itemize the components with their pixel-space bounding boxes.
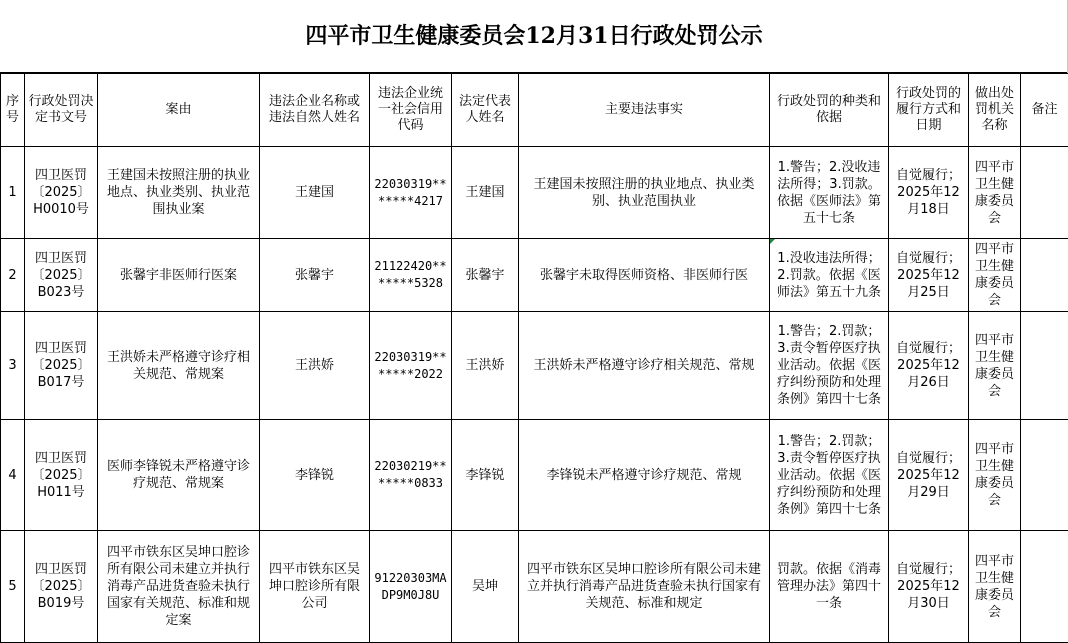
cell-execution[interactable]: 自觉履行；2025年12月25日	[889, 239, 969, 312]
cell-facts[interactable]: 王建国未按照注册的执业地点、执业类别、执业范围执业	[519, 147, 770, 239]
cell-name[interactable]: 王洪娇	[260, 312, 370, 420]
table-row	[1, 147, 1068, 239]
cell-note[interactable]	[1021, 312, 1068, 420]
cell-credit-code[interactable]: 22030219*******0833	[370, 420, 452, 531]
cell-case[interactable]: 四平市铁东区吴坤口腔诊所有限公司未建立并执行消毒产品进货查验未执行国家有关规范、标准和规定案	[98, 531, 260, 643]
cell-note[interactable]	[1021, 531, 1068, 643]
cell-credit-code[interactable]: 22030319*******4217	[370, 147, 452, 239]
cell-facts[interactable]: 王洪娇未严格遵守诊疗相关规范、常规	[519, 312, 770, 420]
header-row	[1, 74, 1068, 147]
cell-facts[interactable]: 李锋锐未严格遵守诊疗规范、常规	[519, 420, 770, 531]
header-execution[interactable]: 行政处罚的履行方式和日期	[889, 74, 969, 147]
cell-authority[interactable]: 四平市卫生健康委员会	[969, 239, 1021, 312]
header-name[interactable]: 违法企业名称或违法自然人姓名	[260, 74, 370, 147]
header-legal-rep[interactable]: 法定代表人姓名	[452, 74, 519, 147]
cell-decision-no[interactable]: 四卫医罚〔2025〕B017号	[25, 312, 98, 420]
cell-legal-rep[interactable]: 王洪娇	[452, 312, 519, 420]
cell-seq[interactable]: 5	[1, 531, 25, 643]
cell-seq[interactable]: 3	[1, 312, 25, 420]
cell-execution[interactable]: 自觉履行；2025年12月29日	[889, 420, 969, 531]
header-seq[interactable]: 序号	[1, 74, 25, 147]
cell-authority[interactable]: 四平市卫生健康委员会	[969, 147, 1021, 239]
cell-note[interactable]	[1021, 420, 1068, 531]
cell-penalty[interactable]: 1.警告；2.罚款；3.责令暂停医疗执业活动。依据《医疗纠纷预防和处理条例》第四十七条	[770, 420, 889, 531]
penalty-table	[0, 73, 1068, 643]
cell-name[interactable]: 张馨宇	[260, 239, 370, 312]
cell-name[interactable]: 王建国	[260, 147, 370, 239]
header-note[interactable]: 备注	[1021, 74, 1068, 147]
cell-name[interactable]: 四平市铁东区吴坤口腔诊所有限公司	[260, 531, 370, 643]
cell-seq[interactable]: 2	[1, 239, 25, 312]
cell-note[interactable]	[1021, 147, 1068, 239]
cell-authority[interactable]: 四平市卫生健康委员会	[969, 312, 1021, 420]
cell-facts[interactable]: 四平市铁东区吴坤口腔诊所有限公司未建立并执行消毒产品进货查验未执行国家有关规范、标准和规定	[519, 531, 770, 643]
cell-legal-rep[interactable]: 李锋锐	[452, 420, 519, 531]
cell-execution[interactable]: 自觉履行；2025年12月26日	[889, 312, 969, 420]
cell-decision-no[interactable]: 四卫医罚〔2025〕B023号	[25, 239, 98, 312]
cell-penalty[interactable]: 1.警告；2.没收违法所得；3.罚款。依据《医师法》第五十七条	[770, 147, 889, 239]
cell-execution[interactable]: 自觉履行；2025年12月18日	[889, 147, 969, 239]
cell-facts[interactable]: 张馨宇未取得医师资格、非医师行医	[519, 239, 770, 312]
header-case[interactable]: 案由	[98, 74, 260, 147]
header-decision-no[interactable]: 行政处罚决定书文号	[25, 74, 98, 147]
header-credit-code[interactable]: 违法企业统一社会信用代码	[370, 74, 452, 147]
cell-seq[interactable]: 4	[1, 420, 25, 531]
header-facts[interactable]: 主要违法事实	[519, 74, 770, 147]
cell-note[interactable]	[1021, 239, 1068, 312]
cell-name[interactable]: 李锋锐	[260, 420, 370, 531]
cell-penalty[interactable]: 1.没收违法所得；2.罚款。依据《医师法》第五十九条	[770, 239, 889, 312]
table-row	[1, 420, 1068, 531]
table-row	[1, 531, 1068, 643]
cell-legal-rep[interactable]: 吴坤	[452, 531, 519, 643]
cell-authority[interactable]: 四平市卫生健康委员会	[969, 420, 1021, 531]
cell-case[interactable]: 王建国未按照注册的执业地点、执业类别、执业范围执业案	[98, 147, 260, 239]
page-title: 四平市卫生健康委员会12月31日行政处罚公示	[0, 0, 1068, 73]
cell-case[interactable]: 张馨宇非医师行医案	[98, 239, 260, 312]
table-row	[1, 239, 1068, 312]
cell-decision-no[interactable]: 四卫医罚〔2025〕H0010号	[25, 147, 98, 239]
cell-penalty[interactable]: 罚款。依据《消毒管理办法》第四十一条	[770, 531, 889, 643]
cell-legal-rep[interactable]: 王建国	[452, 147, 519, 239]
cell-credit-code[interactable]: 91220303MADP9M0J8U	[370, 531, 452, 643]
cell-decision-no[interactable]: 四卫医罚〔2025〕H011号	[25, 420, 98, 531]
cell-penalty[interactable]: 1.警告；2.罚款；3.责令暂停医疗执业活动。依据《医疗纠纷预防和处理条例》第四十七条	[770, 312, 889, 420]
header-penalty[interactable]: 行政处罚的种类和依据	[770, 74, 889, 147]
header-authority[interactable]: 做出处罚机关名称	[969, 74, 1021, 147]
cell-legal-rep[interactable]: 张馨宇	[452, 239, 519, 312]
cell-seq[interactable]: 1	[1, 147, 25, 239]
cell-credit-code[interactable]: 21122420*******5328	[370, 239, 452, 312]
cell-decision-no[interactable]: 四卫医罚〔2025〕B019号	[25, 531, 98, 643]
cell-case[interactable]: 王洪娇未严格遵守诊疗相关规范、常规案	[98, 312, 260, 420]
cell-execution[interactable]: 自觉履行；2025年12月30日	[889, 531, 969, 643]
table-row	[1, 312, 1068, 420]
cell-case[interactable]: 医师李锋锐未严格遵守诊疗规范、常规案	[98, 420, 260, 531]
cell-credit-code[interactable]: 22030319*******2022	[370, 312, 452, 420]
cell-authority[interactable]: 四平市卫生健康委员会	[969, 531, 1021, 643]
